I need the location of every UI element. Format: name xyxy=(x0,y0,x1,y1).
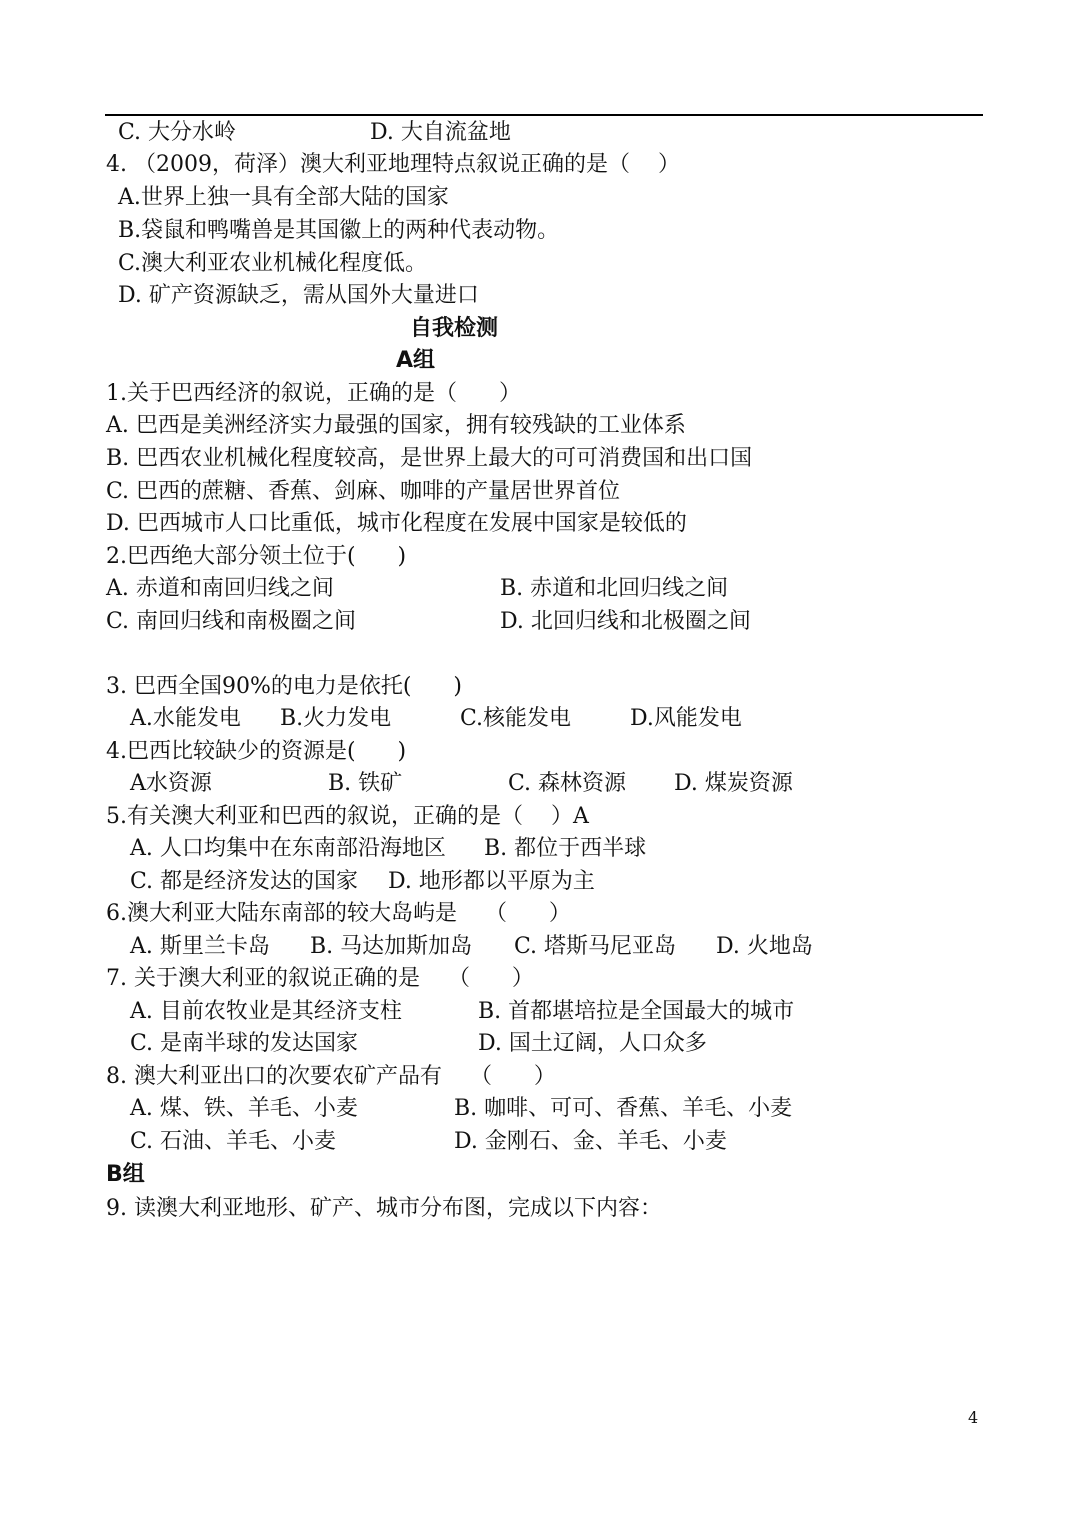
q6-option-d: D. 火地岛 xyxy=(716,934,813,959)
q1-stem: 1.关于巴西经济的叙说，正确的是（ ） xyxy=(106,381,521,406)
q5-option-d: D. 地形都以平原为主 xyxy=(388,869,595,894)
q1-option-b: B. 巴西农业机械化程度较高，是世界上最大的可可消费国和出口国 xyxy=(106,446,753,471)
q8-option-b: B. 咖啡、可可、香蕉、羊毛、小麦 xyxy=(454,1096,793,1121)
q4-option-b: B.袋鼠和鸭嘴兽是其国徽上的两种代表动物。 xyxy=(118,218,560,243)
q2-option-b: B. 赤道和北回归线之间 xyxy=(500,576,729,601)
q8-option-d: D. 金刚石、金、羊毛、小麦 xyxy=(454,1129,727,1154)
q6-stem: 6.澳大利亚大陆东南部的较大岛屿是 （ ） xyxy=(106,901,571,926)
q4-option-a: A.世界上独一具有全部大陆的国家 xyxy=(118,185,449,210)
group-b-title: B组 xyxy=(106,1162,145,1187)
q4b-stem: 4.巴西比较缺少的资源是( ) xyxy=(106,739,407,764)
q5-stem: 5.有关澳大利亚和巴西的叙说，正确的是（ ）A xyxy=(106,804,589,829)
q9-stem: 9. 读澳大利亚地形、矿产、城市分布图，完成以下内容： xyxy=(106,1196,662,1221)
q3-option-b: B.火力发电 xyxy=(280,706,392,731)
q1-option-d: D. 巴西城市人口比重低，城市化程度在发展中国家是较低的 xyxy=(106,511,687,536)
q3-option-c: C.核能发电 xyxy=(460,706,572,731)
q3-option-d: D.风能发电 xyxy=(630,706,742,731)
q6-option-c: C. 塔斯马尼亚岛 xyxy=(514,934,677,959)
q4-stem: 4. （2009，荷泽）澳大利亚地理特点叙说正确的是（ ） xyxy=(106,152,680,177)
group-a-title: A组 xyxy=(396,348,436,373)
q3-stem: 3. 巴西全国90%的电力是依托( ) xyxy=(106,674,463,699)
q7-option-d: D. 国土辽阔，人口众多 xyxy=(478,1031,707,1056)
q2-option-d: D. 北回归线和北极圈之间 xyxy=(500,609,751,634)
page-number: 4 xyxy=(968,1408,979,1427)
section-title: 自我检测 xyxy=(410,316,499,341)
q1-option-c: C. 巴西的蔗糖、香蕉、剑麻、咖啡的产量居世界首位 xyxy=(106,479,621,504)
q8-stem: 8. 澳大利亚出口的次要农矿产品有 （ ） xyxy=(106,1064,556,1089)
q4b-option-a: A水资源 xyxy=(130,771,212,796)
q7-stem: 7. 关于澳大利亚的叙说正确的是 （ ） xyxy=(106,966,534,991)
q2-option-c: C. 南回归线和南极圈之间 xyxy=(106,609,357,634)
q4b-option-b: B. 铁矿 xyxy=(328,771,403,796)
q3-option-a: A.水能发电 xyxy=(130,706,241,731)
q8-option-c: C. 石油、羊毛、小麦 xyxy=(130,1129,337,1154)
q2-stem: 2.巴西绝大部分领土位于( ) xyxy=(106,544,407,569)
q7-option-c: C. 是南半球的发达国家 xyxy=(130,1031,359,1056)
q4b-option-c: C. 森林资源 xyxy=(508,771,627,796)
q1-option-a: A. 巴西是美洲经济实力最强的国家，拥有较残缺的工业体系 xyxy=(106,413,686,438)
q2-option-a: A. 赤道和南回归线之间 xyxy=(106,576,334,601)
q7-option-a: A. 目前农牧业是其经济支柱 xyxy=(130,999,402,1024)
q5-option-b: B. 都位于西半球 xyxy=(484,836,647,861)
q6-option-a: A. 斯里兰卡岛 xyxy=(130,934,270,959)
q3-option-d: D. 大自流盆地 xyxy=(370,120,511,145)
q4-option-c: C.澳大利亚农业机械化程度低。 xyxy=(118,251,428,276)
q4b-option-d: D. 煤炭资源 xyxy=(674,771,793,796)
q4-option-d: D. 矿产资源缺乏，需从国外大量进口 xyxy=(118,283,479,308)
q5-option-c: C. 都是经济发达的国家 xyxy=(130,869,359,894)
q3-option-c: C. 大分水岭 xyxy=(118,120,237,145)
q5-option-a: A. 人口均集中在东南部沿海地区 xyxy=(130,836,446,861)
q7-option-b: B. 首都堪培拉是全国最大的城市 xyxy=(478,999,795,1024)
q8-option-a: A. 煤、铁、羊毛、小麦 xyxy=(130,1096,358,1121)
header-rule xyxy=(105,114,983,116)
q6-option-b: B. 马达加斯加岛 xyxy=(310,934,473,959)
